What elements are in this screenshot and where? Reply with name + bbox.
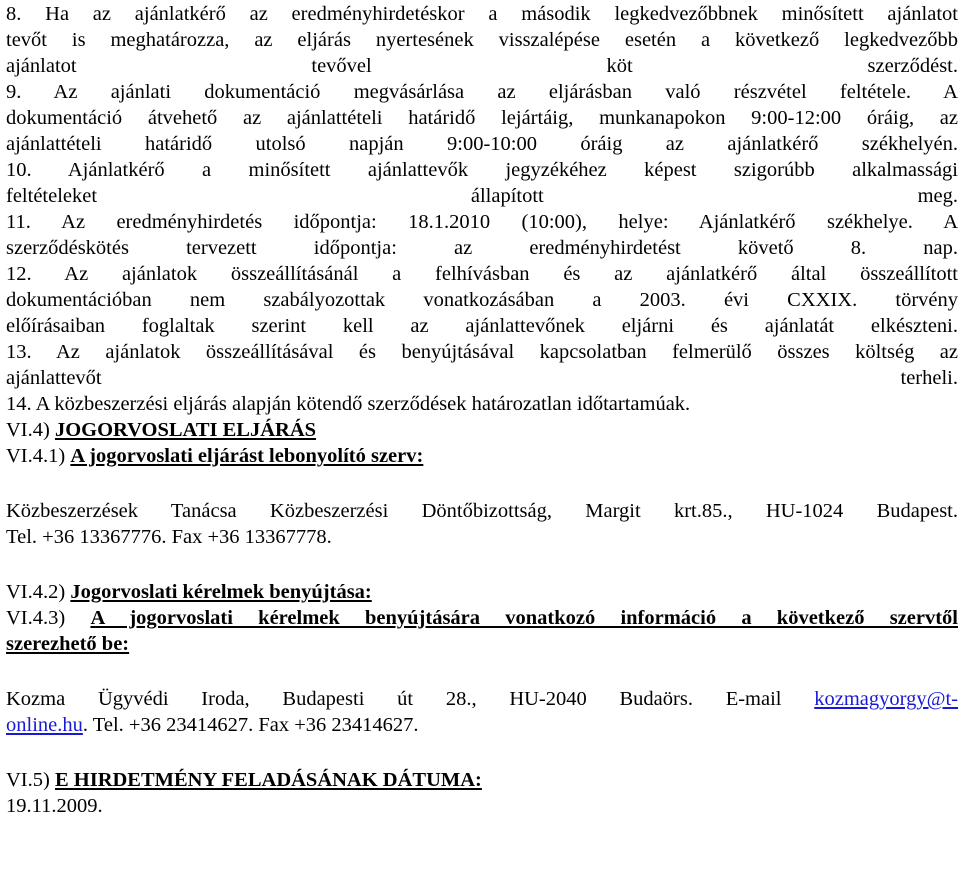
paragraph-line: feltételeket állapított meg. xyxy=(6,185,958,207)
info-org-contact xyxy=(6,712,958,738)
paragraph-line: ajánlatot tevővel köt szerződést. xyxy=(6,55,958,77)
paragraph-line: előírásaiban foglaltak szerint kell az ajánlattevőnek eljárni és ajánlatát elkészteni. xyxy=(6,315,958,337)
paragraph-line: dokumentációban nem szabályozottak vonatkozásában a 2003. évi CXXIX. törvény xyxy=(6,289,958,311)
paragraph-line: tevőt is meghatározza, az eljárás nyertesének visszalépése esetén a következő legkedvezőbb xyxy=(6,29,958,51)
paragraph-line: 13. Az ajánlatok összeállításával és benyújtásával kapcsolatban felmerülő összes költség az xyxy=(6,341,958,363)
info-org-contact-text: . Tel. +36 23414627. Fax +36 23414627. xyxy=(82,714,419,736)
paragraph-line: 10. Ajánlatkérő a minősített ajánlattevők jegyzékéhez képest szigorúbb alkalmassági xyxy=(6,159,958,181)
paragraph-line: 8. Ha az ajánlatkérő az eredményhirdetéskor a második legkedvezőbbnek minősített ajánlatot xyxy=(6,3,958,25)
section-title: Jogorvoslati kérelmek benyújtása: xyxy=(70,581,372,603)
section-number: VI.4.1) xyxy=(6,445,71,467)
section-number: VI.4) xyxy=(6,419,55,441)
section-heading-vi43 xyxy=(6,605,958,631)
section-heading-vi42 xyxy=(6,579,958,605)
section-heading-vi41 xyxy=(6,443,958,469)
email-link[interactable]: kozmagyorgy@t- xyxy=(814,688,959,710)
section-title: JOGORVOSLATI ELJÁRÁS xyxy=(54,419,317,441)
info-org-address xyxy=(6,686,958,712)
section-number: VI.5) xyxy=(6,769,55,791)
section-number: VI.4.2) xyxy=(6,581,71,603)
section-heading-vi4 xyxy=(6,417,958,443)
section-heading-vi43-cont xyxy=(6,631,958,657)
paragraph-line: ajánlattevőt terheli. xyxy=(6,367,958,389)
paragraph-line: 14. A közbeszerzési eljárás alapján kötendő szerződések határozatlan időtartamúak. xyxy=(6,393,691,415)
section-title: szerezhető be: xyxy=(6,633,130,655)
section-title: A jogorvoslati kérelmek benyújtására vonatkozó információ a következő szervtől xyxy=(90,607,958,629)
section-heading-vi5 xyxy=(6,767,958,793)
section-number: VI.4.3) xyxy=(6,607,91,629)
organ-address: Közbeszerzések Tanácsa Közbeszerzési Döntőbizottság, Margit krt.85., HU-1024 Budapest. xyxy=(6,500,958,522)
organ-contact: Tel. +36 13367776. Fax +36 13367778. xyxy=(6,526,332,548)
paragraph-line: szerződéskötés tervezett időpontja: az eredményhirdetést követő 8. nap. xyxy=(6,237,958,259)
email-link-continued[interactable]: online.hu xyxy=(6,714,83,736)
publication-date: 19.11.2009. xyxy=(6,795,103,817)
section-title: A jogorvoslati eljárást lebonyolító szerv: xyxy=(70,445,424,467)
paragraph-line: 11. Az eredményhirdetés időpontja: 18.1.2010 (10:00), helye: Ajánlatkérő székhelye. A xyxy=(6,211,958,233)
section-title: E HIRDETMÉNY FELADÁSÁNAK DÁTUMA: xyxy=(54,769,482,791)
paragraph-line: 12. Az ajánlatok összeállításánál a felhívásban és az ajánlatkérő által összeállított xyxy=(6,263,958,285)
paragraph-line: 9. Az ajánlati dokumentáció megvásárlása az eljárásban való részvétel feltétele. A xyxy=(6,81,958,103)
paragraph-line: dokumentáció átvehető az ajánlattételi határidő lejártáig, munkanapokon 9:00-12:00 óráig, az xyxy=(6,107,958,129)
paragraph-line: ajánlattételi határidő utolsó napján 9:00-10:00 óráig az ajánlatkérő székhelyén. xyxy=(6,133,958,155)
info-org-address-text: Kozma Ügyvédi Iroda, Budapesti út 28., HU-2040 Budaörs. E-mail xyxy=(6,688,782,710)
